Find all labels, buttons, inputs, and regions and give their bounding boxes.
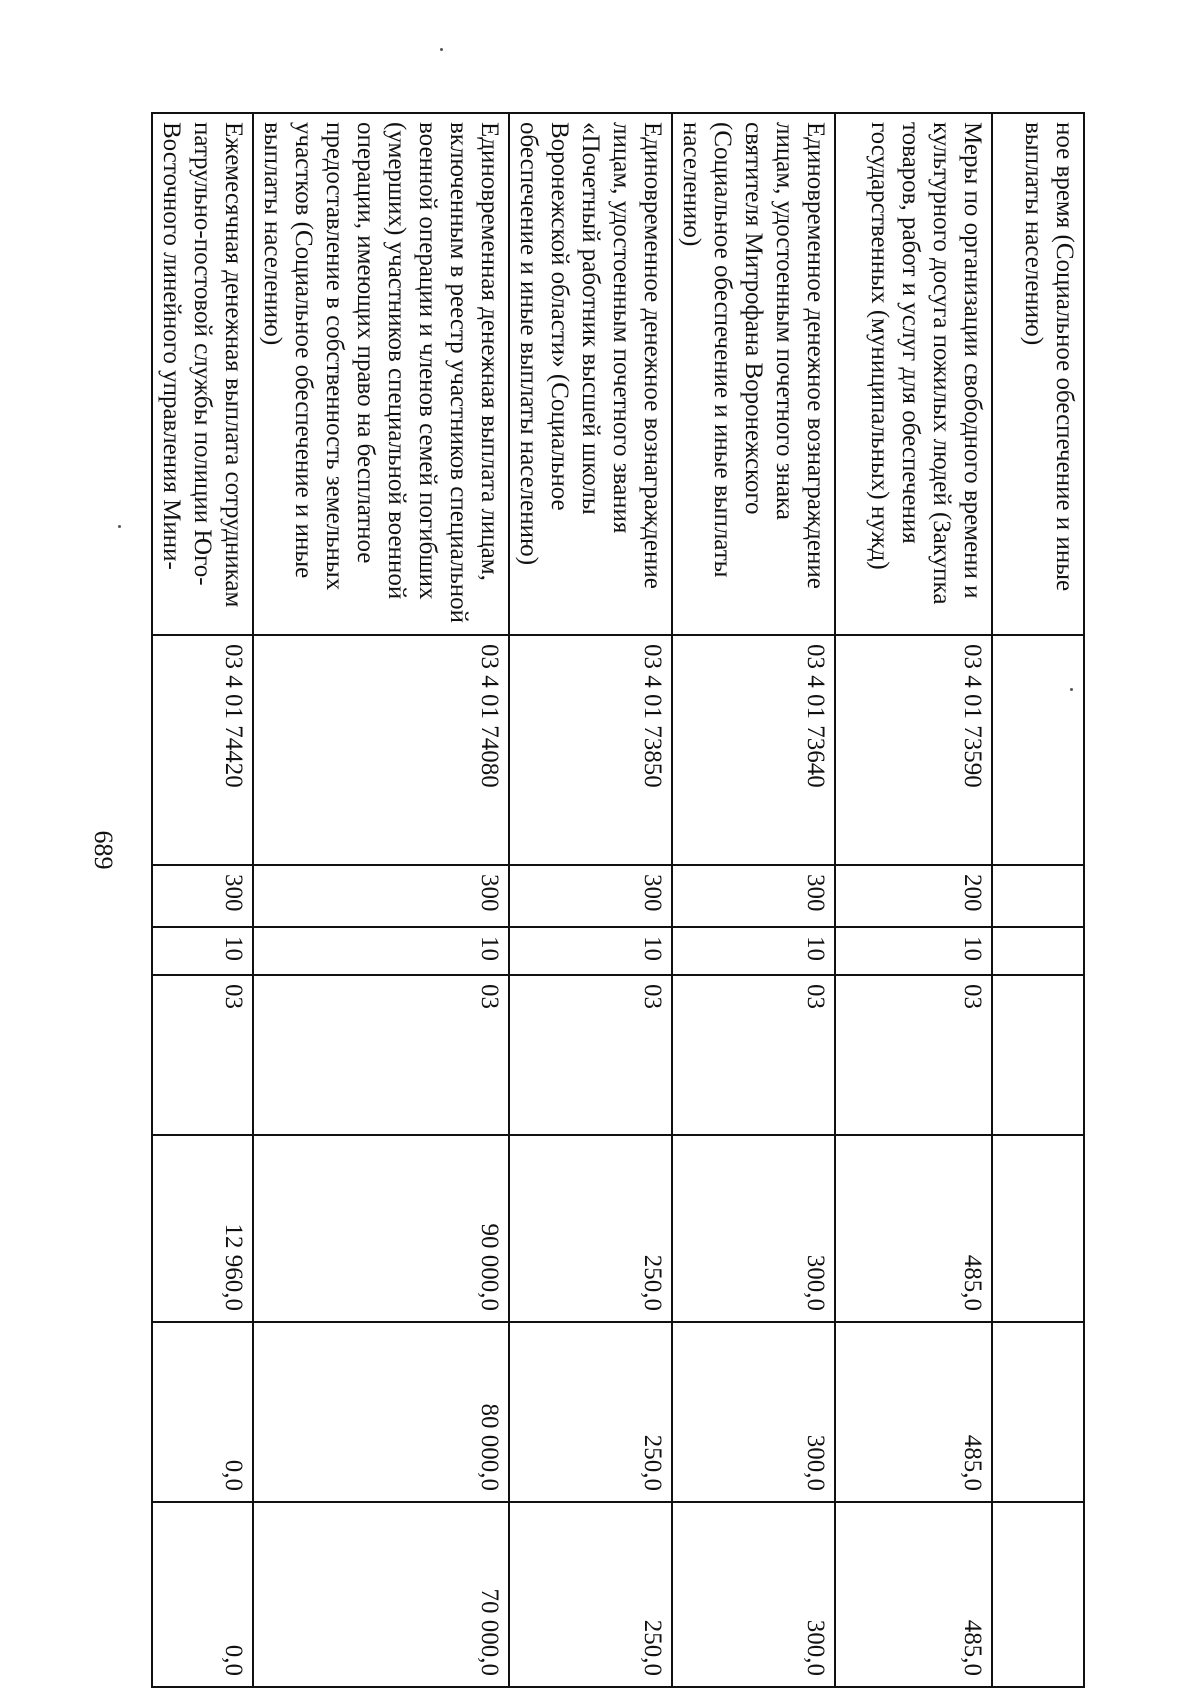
cell-name: Единовременное денежное вознаграждение лицам, удостоенным почетного знака святителя Митрофана Воронежского (Социальное обеспечение и иные выплаты населению) (672, 113, 835, 635)
cell-amount-year-3: 300,0 (672, 1502, 835, 1687)
table-row (672, 113, 835, 1687)
cell-expense-type: 200 (835, 865, 992, 927)
cell-amount-year-3 (992, 1502, 1084, 1687)
cell-subsection: 03 (509, 975, 672, 1135)
cell-amount-year-1: 300,0 (672, 1135, 835, 1322)
cell-expense-type: 300 (152, 865, 253, 927)
cell-section: 10 (253, 927, 509, 975)
cell-expense-type: 300 (253, 865, 509, 927)
cell-amount-year-1 (992, 1135, 1084, 1322)
cell-subsection: 03 (253, 975, 509, 1135)
cell-amount-year-2: 300,0 (672, 1322, 835, 1502)
cell-expense-type: 300 (672, 865, 835, 927)
cell-amount-year-1: 90 000,0 (253, 1135, 509, 1322)
cell-amount-year-3: 485,0 (835, 1502, 992, 1687)
cell-section: 10 (835, 927, 992, 975)
cell-name: Меры по организации свободного времени и культурного досуга пожилых людей (Закупка товаров, работ и услуг для обеспечения государственных (муниципальных) нужд) (835, 113, 992, 635)
budget-table-rotated (158, 112, 1085, 1686)
cell-section: 10 (152, 927, 253, 975)
cell-amount-year-1: 12 960,0 (152, 1135, 253, 1322)
cell-subsection (992, 975, 1084, 1135)
cell-name: ное время (Социальное обеспечение и иные выплаты населению) (992, 113, 1084, 635)
cell-section: 10 (672, 927, 835, 975)
cell-amount-year-2: 80 000,0 (253, 1322, 509, 1502)
table-row (152, 113, 253, 1687)
table-body (152, 113, 1084, 1687)
cell-target-article-code (992, 635, 1084, 865)
cell-expense-type: 300 (509, 865, 672, 927)
cell-target-article-code: 03 4 01 74080 (253, 635, 509, 865)
cell-target-article-code: 03 4 01 73640 (672, 635, 835, 865)
scan-speck (118, 525, 121, 528)
page-number: 689 (89, 830, 118, 870)
table-row (253, 113, 509, 1687)
cell-section (992, 927, 1084, 975)
table-row (992, 113, 1084, 1687)
cell-amount-year-2: 485,0 (835, 1322, 992, 1502)
cell-amount-year-2: 250,0 (509, 1322, 672, 1502)
cell-amount-year-1: 485,0 (835, 1135, 992, 1322)
table-row (509, 113, 672, 1687)
cell-name: Ежемесячная денежная выплата сотрудникам патрульно-постовой службы полиции Юго-Восточного линейного управления Мини- (152, 113, 253, 635)
cell-subsection: 03 (152, 975, 253, 1135)
cell-amount-year-2 (992, 1322, 1084, 1502)
cell-target-article-code: 03 4 01 74420 (152, 635, 253, 865)
cell-section: 10 (509, 927, 672, 975)
cell-amount-year-3: 250,0 (509, 1502, 672, 1687)
scan-speck (440, 48, 443, 51)
cell-subsection: 03 (835, 975, 992, 1135)
budget-table (151, 112, 1085, 1688)
cell-target-article-code: 03 4 01 73850 (509, 635, 672, 865)
cell-amount-year-3: 70 000,0 (253, 1502, 509, 1687)
cell-name: Единовременная денежная выплата лицам, включенным в реестр участников специальной военной операции и членов семей погибших (умерших) участников специальной военной операции, имеющих право на бесплатное предоставление в собственность земельных участков (Социальное обеспечение и иные выплаты населению) (253, 113, 509, 635)
table-row (835, 113, 992, 1687)
cell-name: Единовременное денежное вознаграждение лицам, удостоенным почетного звания «Почетный работник высшей школы Воронежской области» (Социальное обеспечение и иные выплаты населению) (509, 113, 672, 635)
cell-amount-year-3: 0,0 (152, 1502, 253, 1687)
cell-amount-year-2: 0,0 (152, 1322, 253, 1502)
cell-amount-year-1: 250,0 (509, 1135, 672, 1322)
cell-subsection: 03 (672, 975, 835, 1135)
cell-target-article-code: 03 4 01 73590 (835, 635, 992, 865)
cell-expense-type (992, 865, 1084, 927)
